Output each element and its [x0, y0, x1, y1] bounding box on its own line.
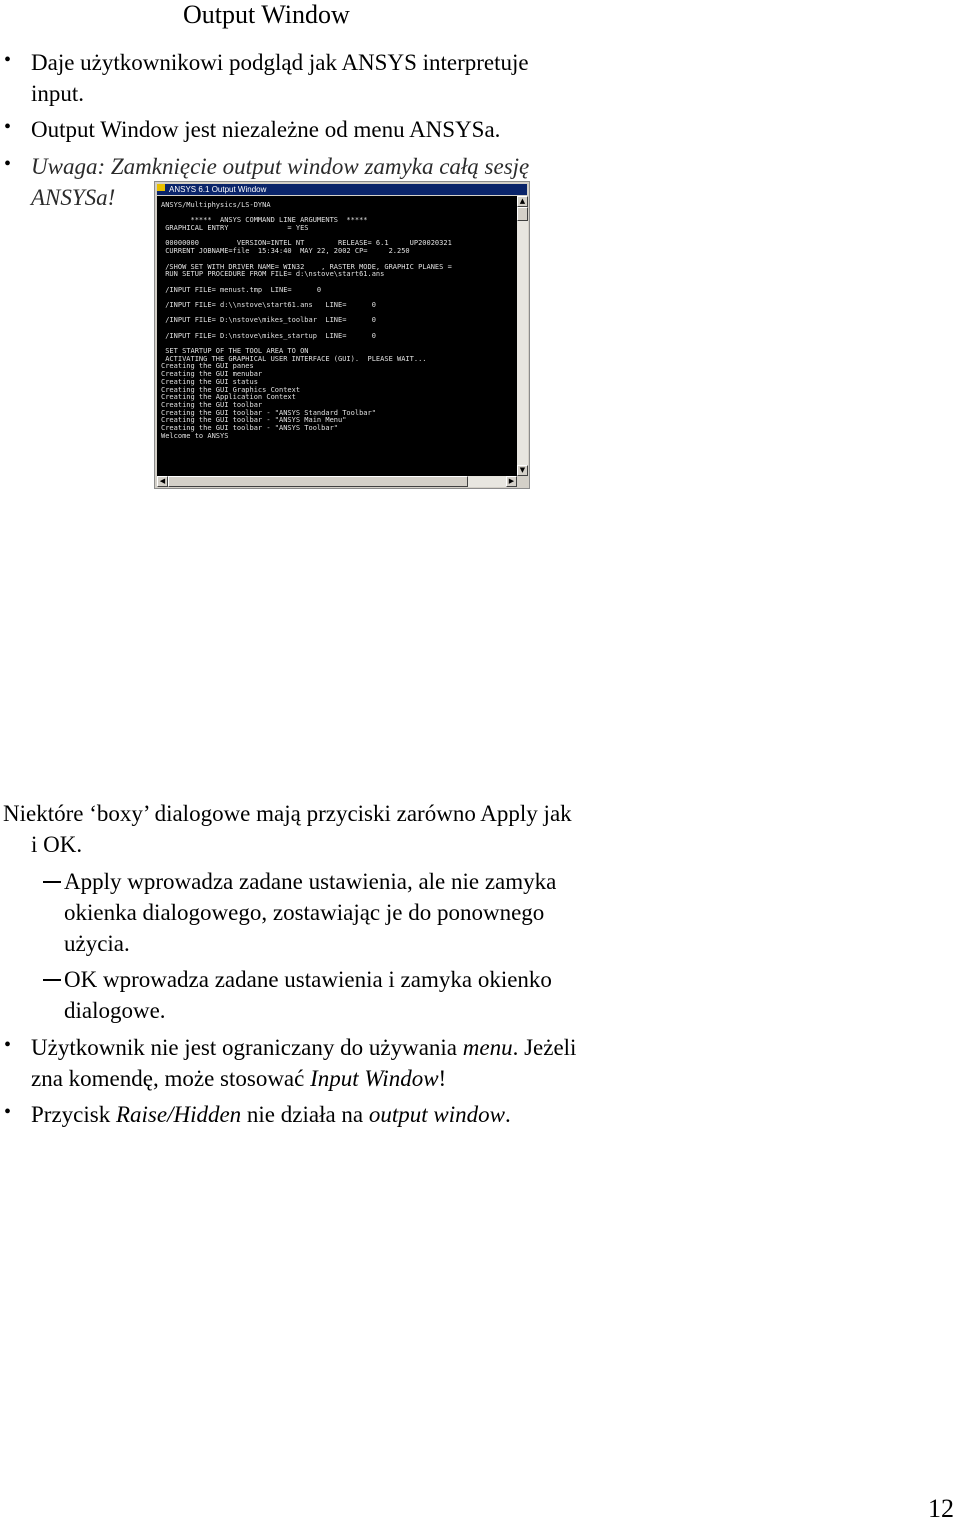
bullet-glyph: • — [4, 116, 12, 138]
dash-glyph — [43, 881, 61, 883]
console-line: Creating the GUI toolbar - "ANSYS Main Menu" — [161, 416, 347, 425]
raise-hidden-term: Raise/Hidden — [115, 1102, 242, 1127]
vertical-scrollbar — [517, 196, 528, 476]
raise-bullet-text — [31, 1099, 511, 1130]
console-line: /INPUT FILE= D:\nstove\mikes_toolbar LINE= 0 — [161, 316, 376, 325]
apply-description-end: użycia. — [64, 931, 130, 956]
user-bullet-text — [31, 1032, 576, 1063]
console-line: 00000000 VERSION=INTEL NT RELEASE= 6.1 UP20020321 — [161, 239, 452, 248]
scroll-thumb-horizontal — [168, 476, 468, 487]
console-line: Creating the GUI Graphics Context — [161, 385, 301, 394]
bullet-text-continued: input. — [31, 81, 85, 106]
warning-text-continued: ANSYSa! — [31, 185, 116, 210]
console-line: /INPUT FILE= d:\\nstove\start61.ans LINE= 0 — [161, 300, 376, 309]
bullet-glyph: • — [4, 153, 12, 175]
user-bullet-text-continued — [31, 1063, 446, 1094]
console-line: RUN SETUP PROCEDURE FROM FILE= d:\nstove\start61.ans — [161, 270, 385, 279]
menu-term: menu — [462, 1035, 513, 1060]
scroll-thumb — [517, 207, 528, 221]
raise-bullet-part: . — [505, 1102, 511, 1127]
console-line: Creating the GUI panes — [161, 362, 254, 371]
output-window-term: output window — [368, 1102, 505, 1127]
ansys-logo-icon — [157, 184, 165, 191]
ansys-output-window — [154, 181, 530, 489]
dash-glyph — [43, 979, 61, 981]
user-bullet-part: zna komendę, może stosować — [31, 1066, 311, 1091]
raise-bullet-part: Przycisk — [31, 1102, 116, 1127]
bullet-glyph: • — [4, 1101, 12, 1123]
console-line: CURRENT JOBNAME=file 15:34:40 MAY 22, 2002 CP= 2.250 — [161, 247, 410, 256]
ok-description-continued: dialogowe. — [64, 998, 166, 1023]
console-line: SET STARTUP OF THE TOOL AREA TO ON — [161, 347, 309, 356]
page-number: 12 — [928, 1494, 954, 1523]
raise-bullet-part: nie działa na — [241, 1102, 369, 1127]
console-line: ACTIVATING THE GRAPHICAL USER INTERFACE (GUI). PLEASE WAIT... — [161, 354, 427, 363]
console-line: GRAPHICAL ENTRY = YES — [161, 224, 309, 233]
bullet-text: Daje użytkownikowi podgląd jak ANSYS interpretuje — [31, 50, 529, 75]
dialog-paragraph: Niektóre ‘boxy’ dialogowe mają przyciski zarówno Apply jak — [3, 801, 572, 826]
console-line: Creating the Application Context — [161, 393, 296, 402]
dialog-paragraph-continued: i OK. — [31, 832, 83, 857]
user-bullet-part: Użytkownik nie jest ograniczany do używania — [31, 1035, 463, 1060]
scroll-up-icon: ▲ — [517, 196, 528, 207]
scroll-down-icon: ▼ — [517, 465, 528, 476]
console-line: /SHOW SET WITH DRIVER NAME= WIN32 , RASTER MODE, GRAPHIC PLANES = — [161, 262, 452, 271]
console-line: /INPUT FILE= menust.tmp LINE= 0 — [161, 285, 322, 294]
console-line: Creating the GUI status — [161, 377, 258, 386]
page-title: Output Window — [183, 0, 350, 29]
console-line: Creating the GUI menubar — [161, 370, 263, 379]
bullet-text: Output Window jest niezależne od menu ANSYSa. — [31, 117, 501, 142]
console-line: /INPUT FILE= D:\nstove\mikes_startup LINE= 0 — [161, 331, 376, 340]
scroll-right-icon: ▶ — [506, 476, 517, 487]
window-title-bar — [157, 184, 527, 195]
apply-description-continued: okienka dialogowego, zostawiając je do ponownego — [64, 900, 545, 925]
ok-description: OK wprowadza zadane ustawienia i zamyka okienko — [64, 967, 552, 992]
console-line: Creating the GUI toolbar — [161, 400, 263, 409]
console-output — [157, 196, 517, 476]
warning-text: Uwaga: Zamknięcie output window zamyka całą sesję — [31, 154, 530, 179]
horizontal-scrollbar — [157, 476, 517, 487]
window-title: ANSYS 6.1 Output Window — [169, 185, 267, 194]
console-line: Creating the GUI toolbar - "ANSYS Toolbar" — [161, 423, 339, 432]
console-line: Welcome to ANSYS — [161, 431, 229, 440]
apply-description: Apply wprowadza zadane ustawienia, ale nie zamyka — [64, 869, 557, 894]
bullet-glyph: • — [4, 49, 12, 71]
input-window-term: Input Window — [310, 1066, 439, 1091]
user-bullet-part: . Jeżeli — [512, 1035, 577, 1060]
bullet-glyph: • — [4, 1034, 12, 1056]
console-line: ***** ANSYS COMMAND LINE ARGUMENTS ***** — [161, 216, 368, 225]
scroll-left-icon: ◀ — [157, 476, 168, 487]
console-line: Creating the GUI toolbar - "ANSYS Standard Toolbar" — [161, 408, 376, 417]
console-line: ANSYS/Multiphysics/LS-DYNA — [161, 201, 271, 209]
user-bullet-part: ! — [438, 1066, 447, 1091]
